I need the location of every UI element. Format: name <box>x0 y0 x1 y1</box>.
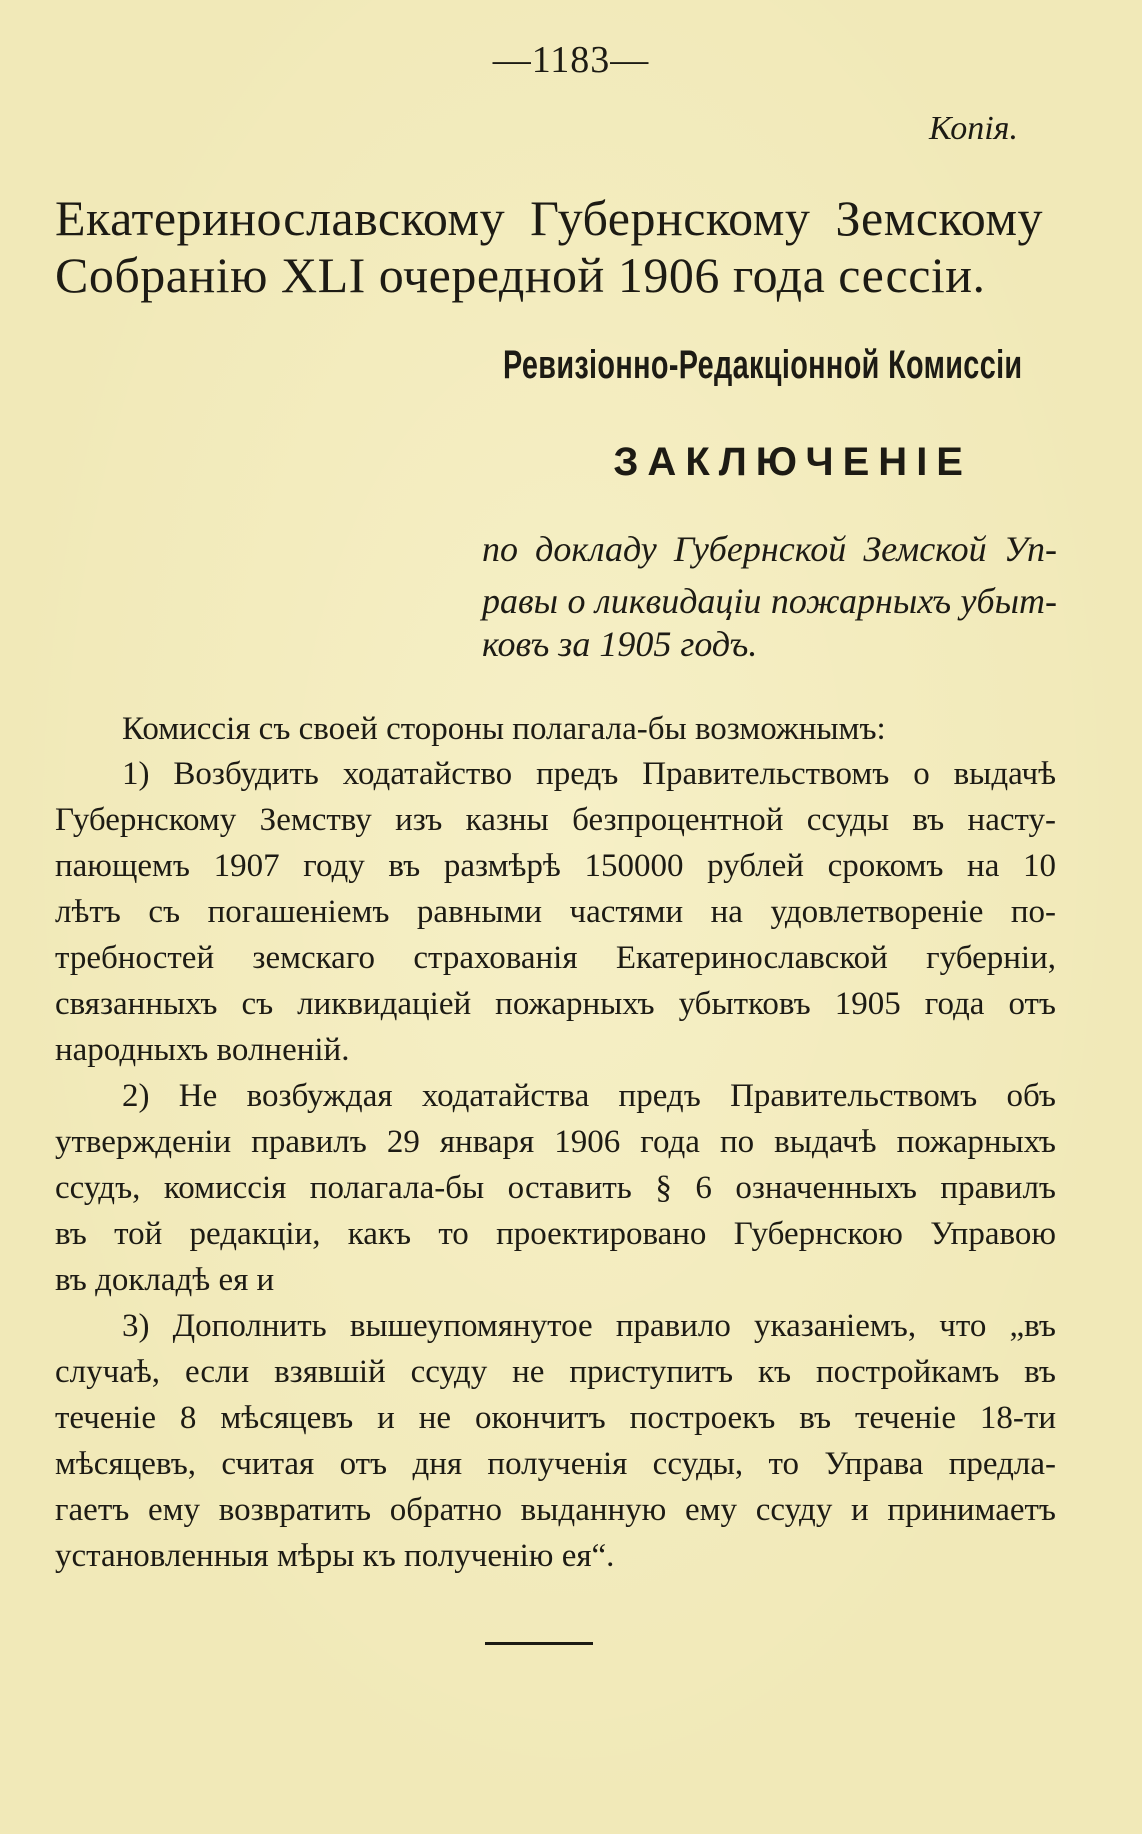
body-line: пающемъ 1907 году въ размѣрѣ 150000 рублей срокомъ на 10 <box>55 848 1056 884</box>
body-line: 3) Дополнить вышеупомянутое правило указаніемъ, что „въ <box>122 1308 1056 1344</box>
body-line: 1) Возбудить ходатайство предъ Правительствомъ о выдачѣ <box>122 756 1056 792</box>
body-line: требностей земскаго страхованія Екатеринославской губерніи, <box>55 940 1056 976</box>
body-line: 2) Не возбуждая ходатайства предъ Правительствомъ объ <box>122 1078 1056 1114</box>
body-line: теченіе 8 мѣсяцевъ и не окончитъ построекъ въ теченіе 18-ти <box>55 1400 1056 1436</box>
body-line: мѣсяцевъ, считая отъ дня полученія ссуды, то Управа предла- <box>55 1446 1056 1482</box>
body-line: ссудъ, комиссія полагала-бы оставить § 6 означенныхъ правилъ <box>55 1170 1056 1206</box>
body-line: Губернскому Земству изъ казны безпроцентной ссуды въ насту- <box>55 802 1056 838</box>
closing-rule <box>485 1642 593 1645</box>
page-number: —1183— <box>492 39 650 81</box>
body-line: лѣтъ съ погашеніемъ равными частями на удовлетвореніе по- <box>55 894 1056 930</box>
document-heading: ЗАКЛЮЧЕНІЕ <box>613 440 972 484</box>
body-line: въ той редакціи, какъ то проектировано Губернскою Управою <box>55 1216 1056 1252</box>
subtitle-line: по докладу Губернской Земской Уп- <box>482 529 1057 569</box>
commission-name: Ревизіонно-Редакціонной Комиссіи <box>502 343 1022 387</box>
body-line: утвержденіи правилъ 29 января 1906 года по выдачѣ пожарныхъ <box>55 1124 1056 1160</box>
subtitle-line: ковъ за 1905 годъ. <box>482 624 758 664</box>
subtitle-line: равы о ликвидаціи пожарныхъ убыт- <box>482 581 1057 621</box>
body-line: народныхъ волненій. <box>55 1032 350 1068</box>
body-line: установленныя мѣры къ полученію ея“. <box>55 1538 615 1574</box>
body-line: гаетъ ему возвратить обратно выданную ему ссуду и принимаетъ <box>55 1492 1056 1528</box>
body-line: въ докладѣ ея и <box>55 1262 275 1298</box>
addressee-line: Екатеринославскому Губернскому Земскому <box>55 190 1043 246</box>
copy-mark: Копія. <box>928 110 1018 147</box>
body-line: случаѣ, если взявшій ссуду не приступитъ къ постройкамъ въ <box>55 1354 1056 1390</box>
body-line: Комиссія съ своей стороны полагала-бы возможнымъ: <box>122 711 886 747</box>
addressee-line: Собранію XLI очередной 1906 года сессіи. <box>55 247 986 303</box>
body-line: связанныхъ съ ликвидаціей пожарныхъ убытковъ 1905 года отъ <box>55 986 1056 1022</box>
